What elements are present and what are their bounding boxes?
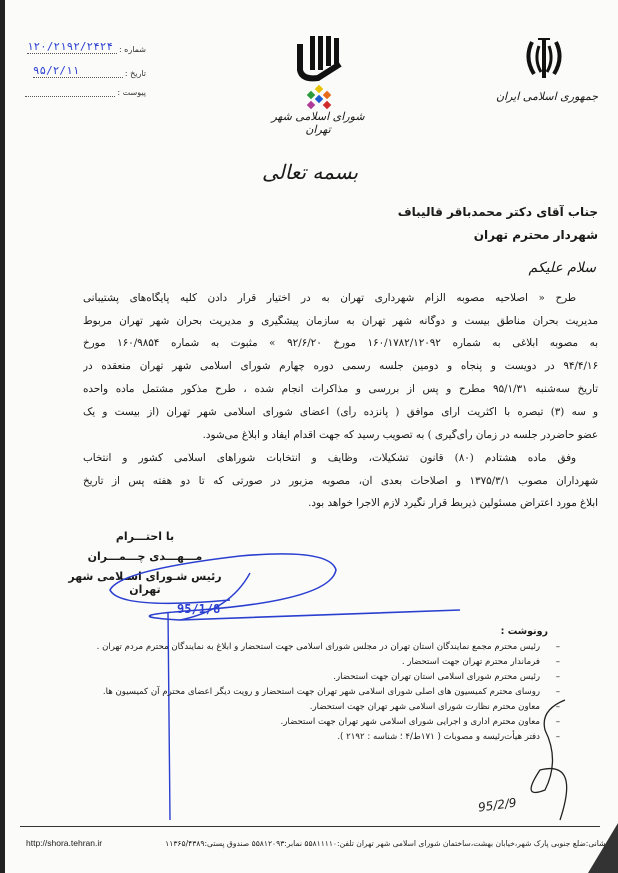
cc-item: [309, 702, 560, 712]
footer-url[interactable]: http://shora.tehran.ir: [26, 838, 103, 848]
addressee-name: جناب آقای دکتر محمدباقر قالیباف: [397, 205, 598, 219]
field-value: ۹۵/۲/۱۱: [33, 64, 123, 78]
cc-item: [96, 642, 560, 652]
body-line: شهرداران مصوب ۱۳۷۵/۳/۱ و اصلاحات بعدی آن، مصوبه مزبور در صورتی که تا دو هفته پس از تاریخ: [83, 475, 598, 487]
cc-item-text: روسای محترم کمیسیون های اصلی شورای اسلامی شهر تهران جهت استحضار و رویت دیگر اعضای محترم آن کمیسیون ها.: [102, 687, 540, 697]
body-line: و سه (۳) تبصره با اکثریت آرای موافق ( پانزده رأی) اعضای شورای اسلامی شهر تهران (از بیست و یک: [83, 406, 598, 418]
bullet-dash-icon: –: [555, 672, 560, 682]
field-label: تاریخ :: [124, 69, 146, 78]
footer-address: نشانی:ضلع جنوبی پارک شهر،خیابان بهشت،ساختمان شورای اسلامی شهر تهران تلفن:۵۵۸۱۱۱۱۰ نمابر:۵۵۸۱۲۰۹۳ صندوق پستی:۱۱۳۶۵/۴۳۸۹: [165, 839, 608, 848]
state-caption: جمهوری اسلامی ایران: [495, 90, 598, 103]
bullet-dash-icon: –: [555, 687, 560, 697]
field-label: شماره :: [118, 45, 146, 54]
council-caption: شورای اسلامی شهر تهران: [271, 110, 365, 136]
cc-item: [102, 687, 560, 697]
body-line: تاریخ سه‌شنبه ۹۵/۱/۳۱ مطرح و پس از بررسی و مذاکرات انجام شده ، طرح مذکور مشتمل ماده واحده: [83, 383, 598, 395]
bullet-dash-icon: –: [555, 732, 560, 742]
body-line: وفق ماده هشتادم (۸۰) قانون تشکیلات، وظایف و انتخابات شوراهای اسلامی کشور و انتخاب: [83, 452, 576, 464]
signatory-name: مـــهـــدی چـــمـــران: [87, 550, 203, 563]
cc-item-text: فرماندار محترم تهران جهت استحضار .: [401, 657, 540, 667]
cc-item-text: معاون محترم اداری و اجرایی شورای اسلامی شهر تهران جهت استحضار.: [280, 717, 540, 727]
handwritten-date: 95/1/8: [177, 602, 221, 616]
cc-item: [280, 717, 560, 727]
cc-item-text: دفتر هیأت‌رئیسه و مصوبات ( ۱۷۱ط/۴ ؛ شناسه : ۲۱۹۲ ).: [337, 732, 540, 742]
cc-item: [337, 732, 560, 742]
body-line: طرح « اصلاحیه مصوبه الزام شهرداری تهران به در اختیار قرار دادن کلیه پایگاه‌های پشتیبانی: [83, 292, 576, 304]
field-value: ۱۲۰/۲۱۹۲/۲۴۲۴: [27, 40, 117, 54]
body-line: به مصوبه ابلاغی به شماره ۱۶۰/۱۷۸۲/۱۲۰۹۲ مورخ ۹۲/۶/۲۰ » مثبوت به شماره ۱۶۰/۹۸۵۴ مورخ: [83, 337, 598, 349]
body-line: ابلاغ مورد اعتراض مسئولین ذیربط قرار نگیرد لازم الاجرا خواهد بود.: [308, 497, 598, 509]
bullet-dash-icon: –: [555, 657, 560, 667]
cc-handwritten-date: 95/2/9: [477, 795, 518, 815]
addressee-title: شهردار محترم تهران: [473, 228, 598, 242]
cc-heading: رونوشت :: [500, 626, 548, 637]
page-curl: [588, 823, 618, 873]
body-line: عضو حاضردر جلسه در زمان رأی‌گیری ) به تصویب رسید که جهت اقدام ایفاد و ابلاغ می‌شود.: [202, 429, 598, 441]
greeting: سلام علیکم: [528, 260, 596, 276]
field-label: پیوست :: [117, 88, 146, 97]
cc-item: [333, 672, 560, 682]
signatory-title: رئیس شـورای اسـلامی شهر تهران: [68, 570, 222, 596]
body-line: ۹۴/۴/۱۶ در دویست و پنجاه و دومین جلسه رسمی دوره چهارم شورای اسلامی شهر تهران منعقده در: [83, 360, 598, 372]
footer-divider: [20, 826, 600, 827]
cc-item-text: رئیس محترم شورای اسلامی استان تهران جهت استحضار.: [333, 672, 540, 682]
closing: با احتـــرام: [115, 530, 175, 543]
invocation: بسمه تعالی: [261, 160, 359, 184]
cc-item: [401, 657, 560, 667]
bullet-dash-icon: –: [555, 702, 560, 712]
bullet-dash-icon: –: [555, 642, 560, 652]
body-line: مدیریت بحران مناطق بیست و دوگانه شهر تهران به سازمان پیشگیری و مدیریت بحران شهر تهران مربوط: [83, 315, 598, 327]
bullet-dash-icon: –: [555, 717, 560, 727]
cc-item-text: معاون محترم نظارت شورای اسلامی شهر تهران جهت استحضار.: [309, 702, 540, 712]
cc-item-text: رئیس محترم مجمع نمایندگان استان تهران در مجلس شورای اسلامی جهت استحضار و ابلاغ به نمایندگان محترم مردم تهران .: [96, 642, 540, 652]
